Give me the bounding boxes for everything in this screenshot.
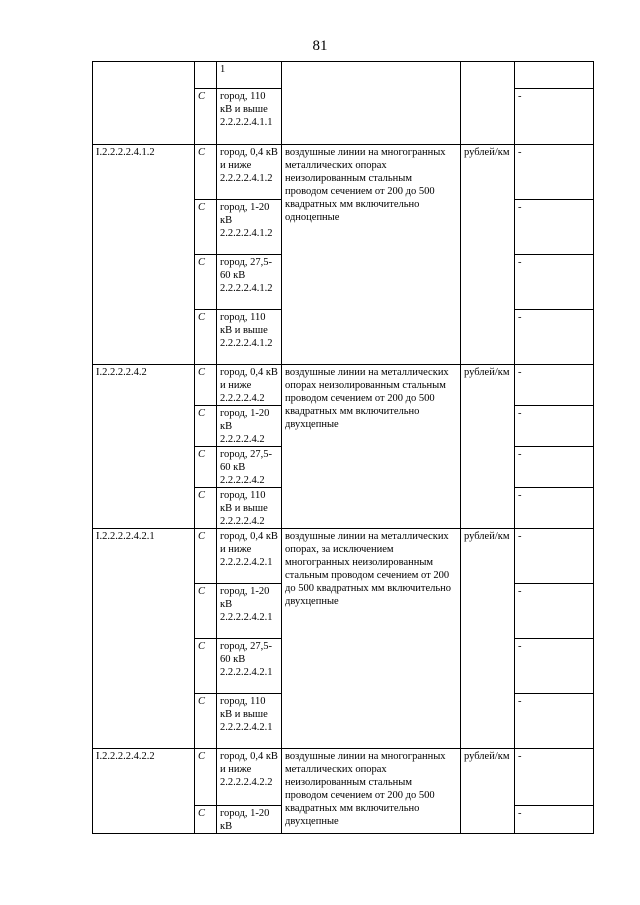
value-cell: - [515,749,594,806]
value-cell: - [515,447,594,488]
unit-cell: рублей/км [461,529,515,749]
value-cell: - [515,89,594,145]
value-cell: - [515,406,594,447]
symbol-cell: С [195,447,217,488]
name-cell: город, 1-20 кВ 2.2.2.2.4.1.2 [217,200,282,255]
value-cell: - [515,200,594,255]
tariff-table [92,61,594,834]
symbol-cell: С [195,639,217,694]
description-cell: воздушные линии на многогранных металлических опорах неизолированным стальным проводом сечением от 200 до 500 квадратных мм включительно одноцепные [282,145,461,365]
value-cell: - [515,584,594,639]
symbol-cell: С [195,89,217,145]
unit-cell: рублей/км [461,365,515,529]
value-cell [515,62,594,89]
name-cell: 1 [217,62,282,89]
table-row [93,62,594,89]
description-cell: воздушные линии на многогранных металлических опорах неизолированным стальным проводом сечением от 200 до 500 квадратных мм включительно двухцепные [282,749,461,834]
symbol-cell: С [195,529,217,584]
page-number: 81 [312,38,328,54]
description-cell: воздушные линии на металлических опорах, за исключением многогранных неизолированным стальным проводом сечением от 200 до 500 квадратных мм включительно двухцепные [282,529,461,749]
code-cell: I.2.2.2.2.4.2.2 [93,749,195,834]
value-cell: - [515,529,594,584]
name-cell: город, 27,5-60 кВ 2.2.2.2.4.2.1 [217,639,282,694]
name-cell: город, 110 кВ и выше 2.2.2.2.4.2 [217,488,282,529]
value-cell: - [515,310,594,365]
name-cell: город, 1-20 кВ 2.2.2.2.4.2.1 [217,584,282,639]
table-row [93,145,594,200]
symbol-cell: С [195,255,217,310]
symbol-cell: С [195,365,217,406]
symbol-cell: С [195,584,217,639]
name-cell: город, 27,5-60 кВ 2.2.2.2.4.1.2 [217,255,282,310]
value-cell: - [515,488,594,529]
description-cell [282,62,461,145]
value-cell: - [515,145,594,200]
symbol-cell: С [195,694,217,749]
table-row [93,529,594,584]
name-cell: город, 0,4 кВ и ниже 2.2.2.2.4.1.2 [217,145,282,200]
code-cell: I.2.2.2.2.4.2 [93,365,195,529]
unit-cell: рублей/км [461,749,515,834]
table-row [93,365,594,406]
symbol-cell: С [195,488,217,529]
name-cell: город, 110 кВ и выше 2.2.2.2.4.1.1 [217,89,282,145]
symbol-cell [195,62,217,89]
code-cell: I.2.2.2.2.4.2.1 [93,529,195,749]
value-cell: - [515,365,594,406]
value-cell: - [515,694,594,749]
value-cell: - [515,806,594,834]
name-cell: город, 110 кВ и выше 2.2.2.2.4.2.1 [217,694,282,749]
description-cell: воздушные линии на металлических опорах неизолированным стальным проводом сечением от 200 до 500 квадратных мм включительно двухцепные [282,365,461,529]
symbol-cell: С [195,310,217,365]
code-cell [93,62,195,145]
name-cell: город, 0,4 кВ и ниже 2.2.2.2.4.2 [217,365,282,406]
unit-cell: рублей/км [461,145,515,365]
name-cell: город, 1-20 кВ 2.2.2.2.4.2 [217,406,282,447]
value-cell: - [515,255,594,310]
unit-cell [461,62,515,145]
name-cell: город, 27,5-60 кВ 2.2.2.2.4.2 [217,447,282,488]
value-cell: - [515,639,594,694]
name-cell: город, 1-20 кВ [217,806,282,834]
symbol-cell: С [195,406,217,447]
symbol-cell: С [195,749,217,806]
name-cell: город, 0,4 кВ и ниже 2.2.2.2.4.2.2 [217,749,282,806]
name-cell: город, 0,4 кВ и ниже 2.2.2.2.4.2.1 [217,529,282,584]
symbol-cell: С [195,806,217,834]
name-cell: город, 110 кВ и выше 2.2.2.2.4.1.2 [217,310,282,365]
symbol-cell: С [195,200,217,255]
table-row [93,749,594,806]
symbol-cell: С [195,145,217,200]
code-cell: I.2.2.2.2.4.1.2 [93,145,195,365]
